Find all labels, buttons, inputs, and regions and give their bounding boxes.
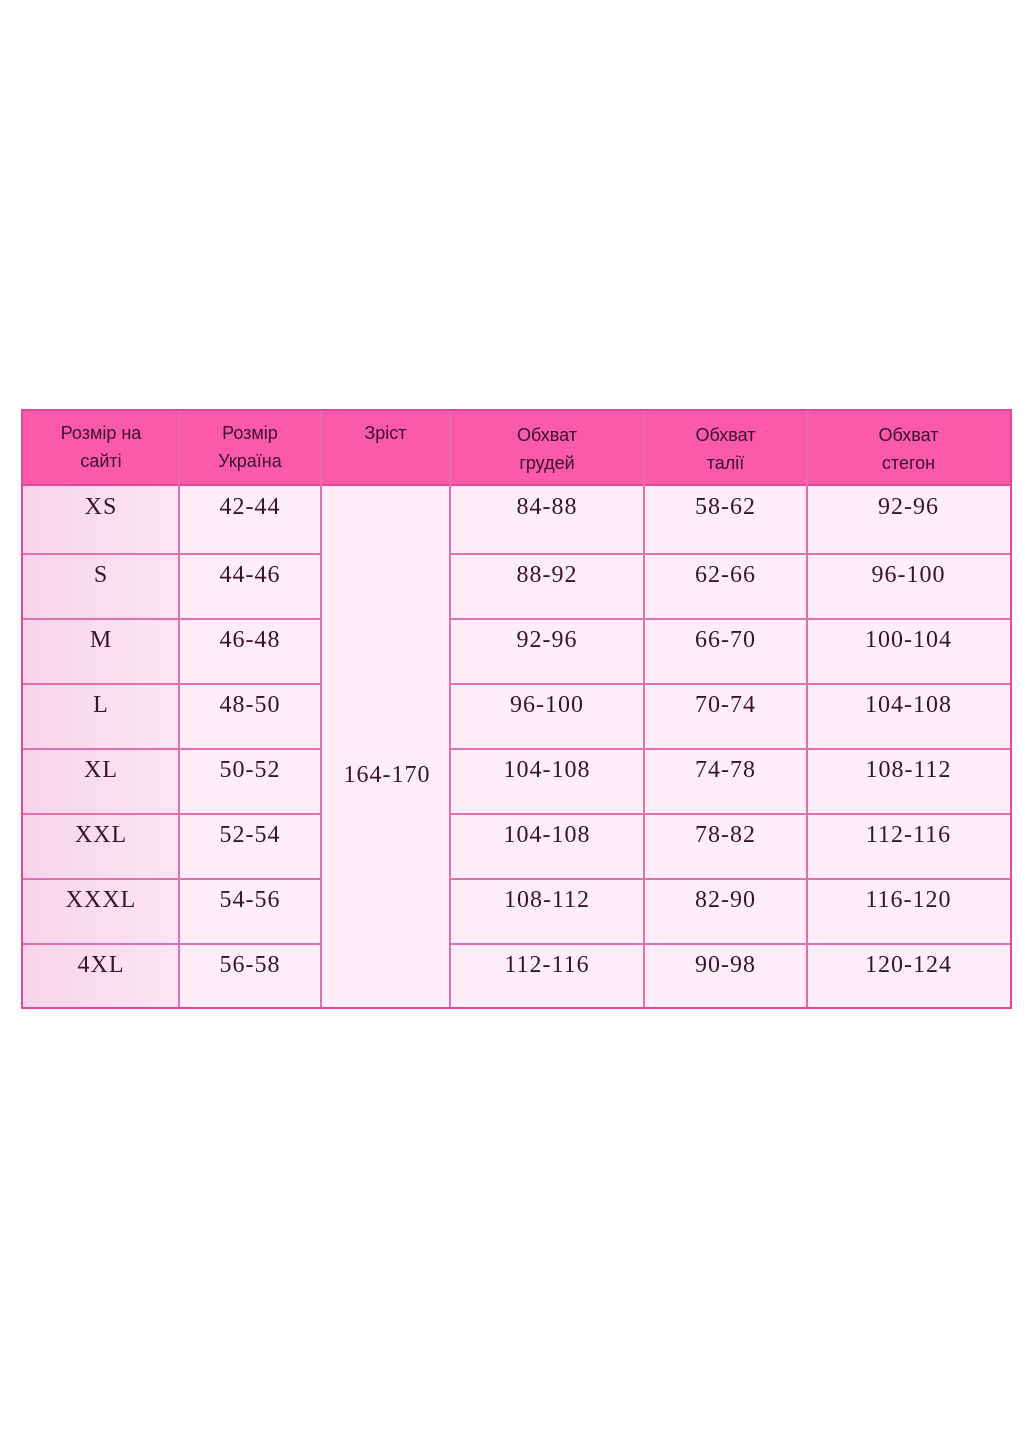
cell-ua: 46-48 [219,627,281,653]
cell-hips: 96-100 [871,562,946,588]
cell-chest: 104-108 [503,757,591,783]
header-label-line: грудей [519,453,575,473]
cell-ua: 48-50 [219,692,281,718]
header-label-line: стегон [881,453,936,473]
header-label-line: Обхват [695,425,756,445]
cell-waist: 78-82 [695,822,756,848]
row-divider [23,813,321,815]
row-divider [23,683,321,685]
cell-ua: 52-54 [219,822,281,848]
header-label-line: Україна [218,451,282,471]
cell-waist: 90-98 [695,952,756,978]
header-size-site [23,411,179,484]
row-divider [450,943,1010,945]
cell-ua: 50-52 [219,757,281,783]
cell-waist: 66-70 [695,627,756,653]
header-label-line: Обхват [517,425,577,445]
header-waist [644,411,807,484]
header-hips [807,411,1010,484]
row-divider [23,943,321,945]
cell-size: 4XL [77,952,125,978]
row-divider [450,618,1010,620]
row-divider [450,878,1010,880]
cell-waist: 62-66 [695,562,756,588]
cell-ua: 54-56 [219,887,281,913]
height-value: 164-170 [343,762,431,788]
row-divider [23,748,321,750]
cell-size: XXXL [65,887,137,913]
size-chart-table [21,409,1012,1009]
header-label-line: Розмір на [60,423,142,443]
cell-hips: 92-96 [878,494,939,520]
cell-ua: 44-46 [219,562,281,588]
cell-waist: 82-90 [695,887,756,913]
row-divider [450,553,1010,555]
header-label-line: сайті [80,451,122,471]
cell-chest: 92-96 [516,627,578,653]
cell-ua: 42-44 [219,494,281,520]
cell-hips: 100-104 [865,627,952,653]
header-size-ukraine [179,411,321,484]
cell-waist: 74-78 [695,757,756,783]
cell-chest: 104-108 [503,822,591,848]
cell-chest: 96-100 [510,692,584,718]
cell-size: L [93,692,109,718]
header-height [321,411,450,484]
header-label-line: Розмір [222,423,278,443]
cell-hips: 120-124 [865,952,952,978]
header-label-line: талії [706,453,745,473]
cell-chest: 88-92 [516,562,578,588]
cell-size: M [89,627,113,653]
row-divider [23,618,321,620]
cell-size: XS [84,494,118,520]
cell-hips: 104-108 [865,692,952,718]
cell-size: S [93,562,109,588]
cell-chest: 112-116 [504,952,590,978]
cell-ua: 56-58 [219,952,281,978]
cell-waist: 58-62 [695,494,756,520]
row-divider [23,878,321,880]
header-chest [450,411,644,484]
row-divider [450,813,1010,815]
cell-hips: 108-112 [865,757,952,783]
cell-hips: 116-120 [865,887,952,913]
cell-size: XL [84,757,118,783]
row-divider [450,683,1010,685]
row-divider [23,553,321,555]
cell-hips: 112-116 [865,822,952,848]
cell-waist: 70-74 [695,692,756,718]
header-label-line: Зріст [364,423,407,443]
header-label-line: Обхват [878,425,939,445]
cell-size: XXL [74,822,128,848]
cell-chest: 108-112 [503,887,591,913]
cell-chest: 84-88 [516,494,578,520]
row-divider [450,748,1010,750]
